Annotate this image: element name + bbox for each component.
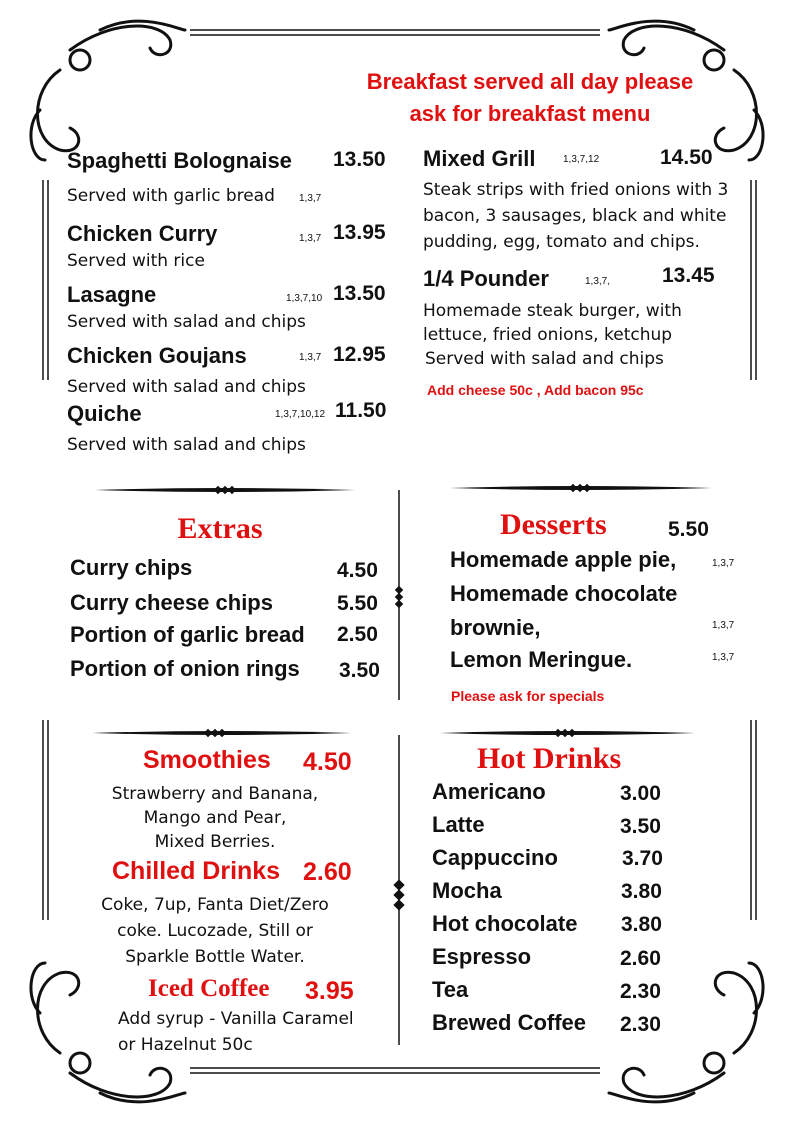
dessert-item-name: Lemon Meringue. [450, 647, 633, 672]
hot-drink-name: Tea [432, 977, 469, 1002]
item-chicken-goujans-desc: Served with salad and chips [67, 377, 306, 397]
desc-line: Served with salad and chips [425, 349, 664, 369]
desserts-title: Desserts [500, 508, 607, 541]
iced-coffee-price: 3.95 [305, 977, 354, 1005]
desc-line: pudding, egg, tomato and chips. [423, 232, 700, 252]
item-spaghetti-bolognaise-desc: Served with garlic bread [67, 186, 275, 206]
item-quiche-allergens: 1,3,7,10,12 [275, 409, 326, 420]
item-chicken-goujans-price: 12.95 [333, 343, 386, 366]
item-quarter-pounder-desc [423, 299, 682, 371]
smoothie-line: Strawberry and Banana, [111, 784, 319, 804]
hot-drink-name: Hot chocolate [432, 911, 578, 936]
item-quarter-pounder-price: 13.45 [662, 264, 715, 287]
dessert-item-name: brownie, [450, 615, 541, 640]
extras-item-name: Curry cheese chips [70, 590, 273, 615]
breakfast-note-line2: ask for breakfast menu [409, 101, 651, 126]
dessert-item-name: Homemade chocolate [450, 581, 678, 606]
desc-line: Steak strips with fried onions with 3 [423, 180, 729, 200]
hot-drink-price: 2.30 [620, 1013, 661, 1036]
item-quarter-pounder-allergens: 1,3,7, [585, 276, 611, 287]
item-chicken-curry-name: Chicken Curry [67, 221, 218, 246]
chilled-line: Coke, 7up, Fanta Diet/Zero [101, 895, 329, 915]
hot-drink-price: 2.60 [620, 947, 661, 970]
item-quiche-price: 11.50 [335, 399, 387, 422]
item-spaghetti-bolognaise-price: 13.50 [333, 148, 386, 171]
dessert-item-allergens: 1,3,7 [712, 620, 735, 631]
breakfast-note-line1: Breakfast served all day please [366, 69, 694, 94]
hot-drink-name: Espresso [432, 944, 532, 969]
item-quiche-desc: Served with salad and chips [67, 435, 306, 455]
chilled-line: coke. Lucozade, Still or [117, 921, 313, 941]
smoothies-list [60, 782, 370, 854]
smoothies-price: 4.50 [303, 748, 352, 776]
item-mixed-grill-price: 14.50 [660, 146, 713, 169]
hot-drinks-title: Hot Drinks [477, 742, 622, 775]
iced-line: Add syrup - Vanilla Caramel [118, 1009, 354, 1029]
hot-drink-price: 3.50 [620, 815, 661, 838]
item-lasagne-allergens: 1,3,7,10 [286, 293, 323, 304]
item-lasagne-price: 13.50 [333, 282, 386, 305]
extras-item-price: 2.50 [337, 623, 378, 646]
desserts-price: 5.50 [668, 518, 709, 541]
hot-drink-name: Brewed Coffee [432, 1010, 587, 1035]
extras-item-name: Portion of garlic bread [70, 622, 305, 647]
extras-item-name: Portion of onion rings [70, 656, 300, 681]
item-mixed-grill-name: Mixed Grill [423, 146, 536, 171]
extras-item-name: Curry chips [70, 555, 193, 580]
desc-line: lettuce, fried onions, ketchup [423, 325, 673, 345]
desc-line: Homemade steak burger, with [423, 301, 682, 321]
hot-drink-price: 3.00 [620, 782, 661, 805]
dessert-item-allergens: 1,3,7 [712, 652, 735, 663]
hot-drink-price: 3.80 [621, 913, 662, 936]
extras-item-price: 4.50 [337, 559, 378, 582]
smoothies-title: Smoothies [143, 746, 271, 774]
desc-line: bacon, 3 sausages, black and white [423, 206, 727, 226]
item-spaghetti-bolognaise-allergens: 1,3,7 [299, 193, 322, 204]
item-chicken-curry-price: 13.95 [333, 221, 386, 244]
extras-item-price: 3.50 [339, 659, 380, 682]
item-quiche-name: Quiche [67, 401, 142, 426]
item-chicken-goujans-allergens: 1,3,7 [299, 352, 322, 363]
item-chicken-curry-desc: Served with rice [67, 251, 205, 271]
item-mixed-grill-allergens: 1,3,7,12 [563, 154, 600, 165]
item-lasagne-desc: Served with salad and chips [67, 312, 306, 332]
hot-drink-name: Mocha [432, 878, 502, 903]
chilled-drinks-list [60, 892, 370, 970]
dessert-item-allergens: 1,3,7 [712, 558, 735, 569]
chilled-drinks-price: 2.60 [303, 858, 352, 886]
item-chicken-goujans-name: Chicken Goujans [67, 343, 247, 368]
specials-note: Please ask for specials [451, 688, 605, 704]
chilled-line: Sparkle Bottle Water. [125, 947, 305, 967]
iced-coffee-desc [118, 1006, 354, 1058]
extras-item-price: 5.50 [337, 592, 378, 615]
item-quarter-pounder-name: 1/4 Pounder [423, 266, 549, 291]
item-spaghetti-bolognaise-name: Spaghetti Bolognaise [67, 148, 292, 173]
smoothie-line: Mixed Berries. [154, 832, 276, 852]
iced-coffee-title: Iced Coffee [148, 975, 270, 1002]
extras-title: Extras [177, 512, 263, 545]
hot-drink-price: 2.30 [620, 980, 661, 1003]
hot-drink-name: Latte [432, 812, 485, 837]
addons-note: Add cheese 50c , Add bacon 95c [427, 382, 644, 398]
item-lasagne-name: Lasagne [67, 282, 157, 307]
hot-drink-price: 3.70 [622, 847, 663, 870]
hot-drink-name: Cappuccino [432, 845, 558, 870]
chilled-drinks-title: Chilled Drinks [112, 857, 281, 885]
item-mixed-grill-desc [423, 177, 728, 255]
item-chicken-curry-allergens: 1,3,7 [299, 233, 322, 244]
breakfast-note [330, 66, 730, 130]
hot-drink-name: Americano [432, 779, 546, 804]
iced-line: or Hazelnut 50c [118, 1035, 253, 1055]
dessert-item-name: Homemade apple pie, [450, 547, 677, 572]
smoothie-line: Mango and Pear, [143, 808, 287, 828]
hot-drink-price: 3.80 [621, 880, 662, 903]
